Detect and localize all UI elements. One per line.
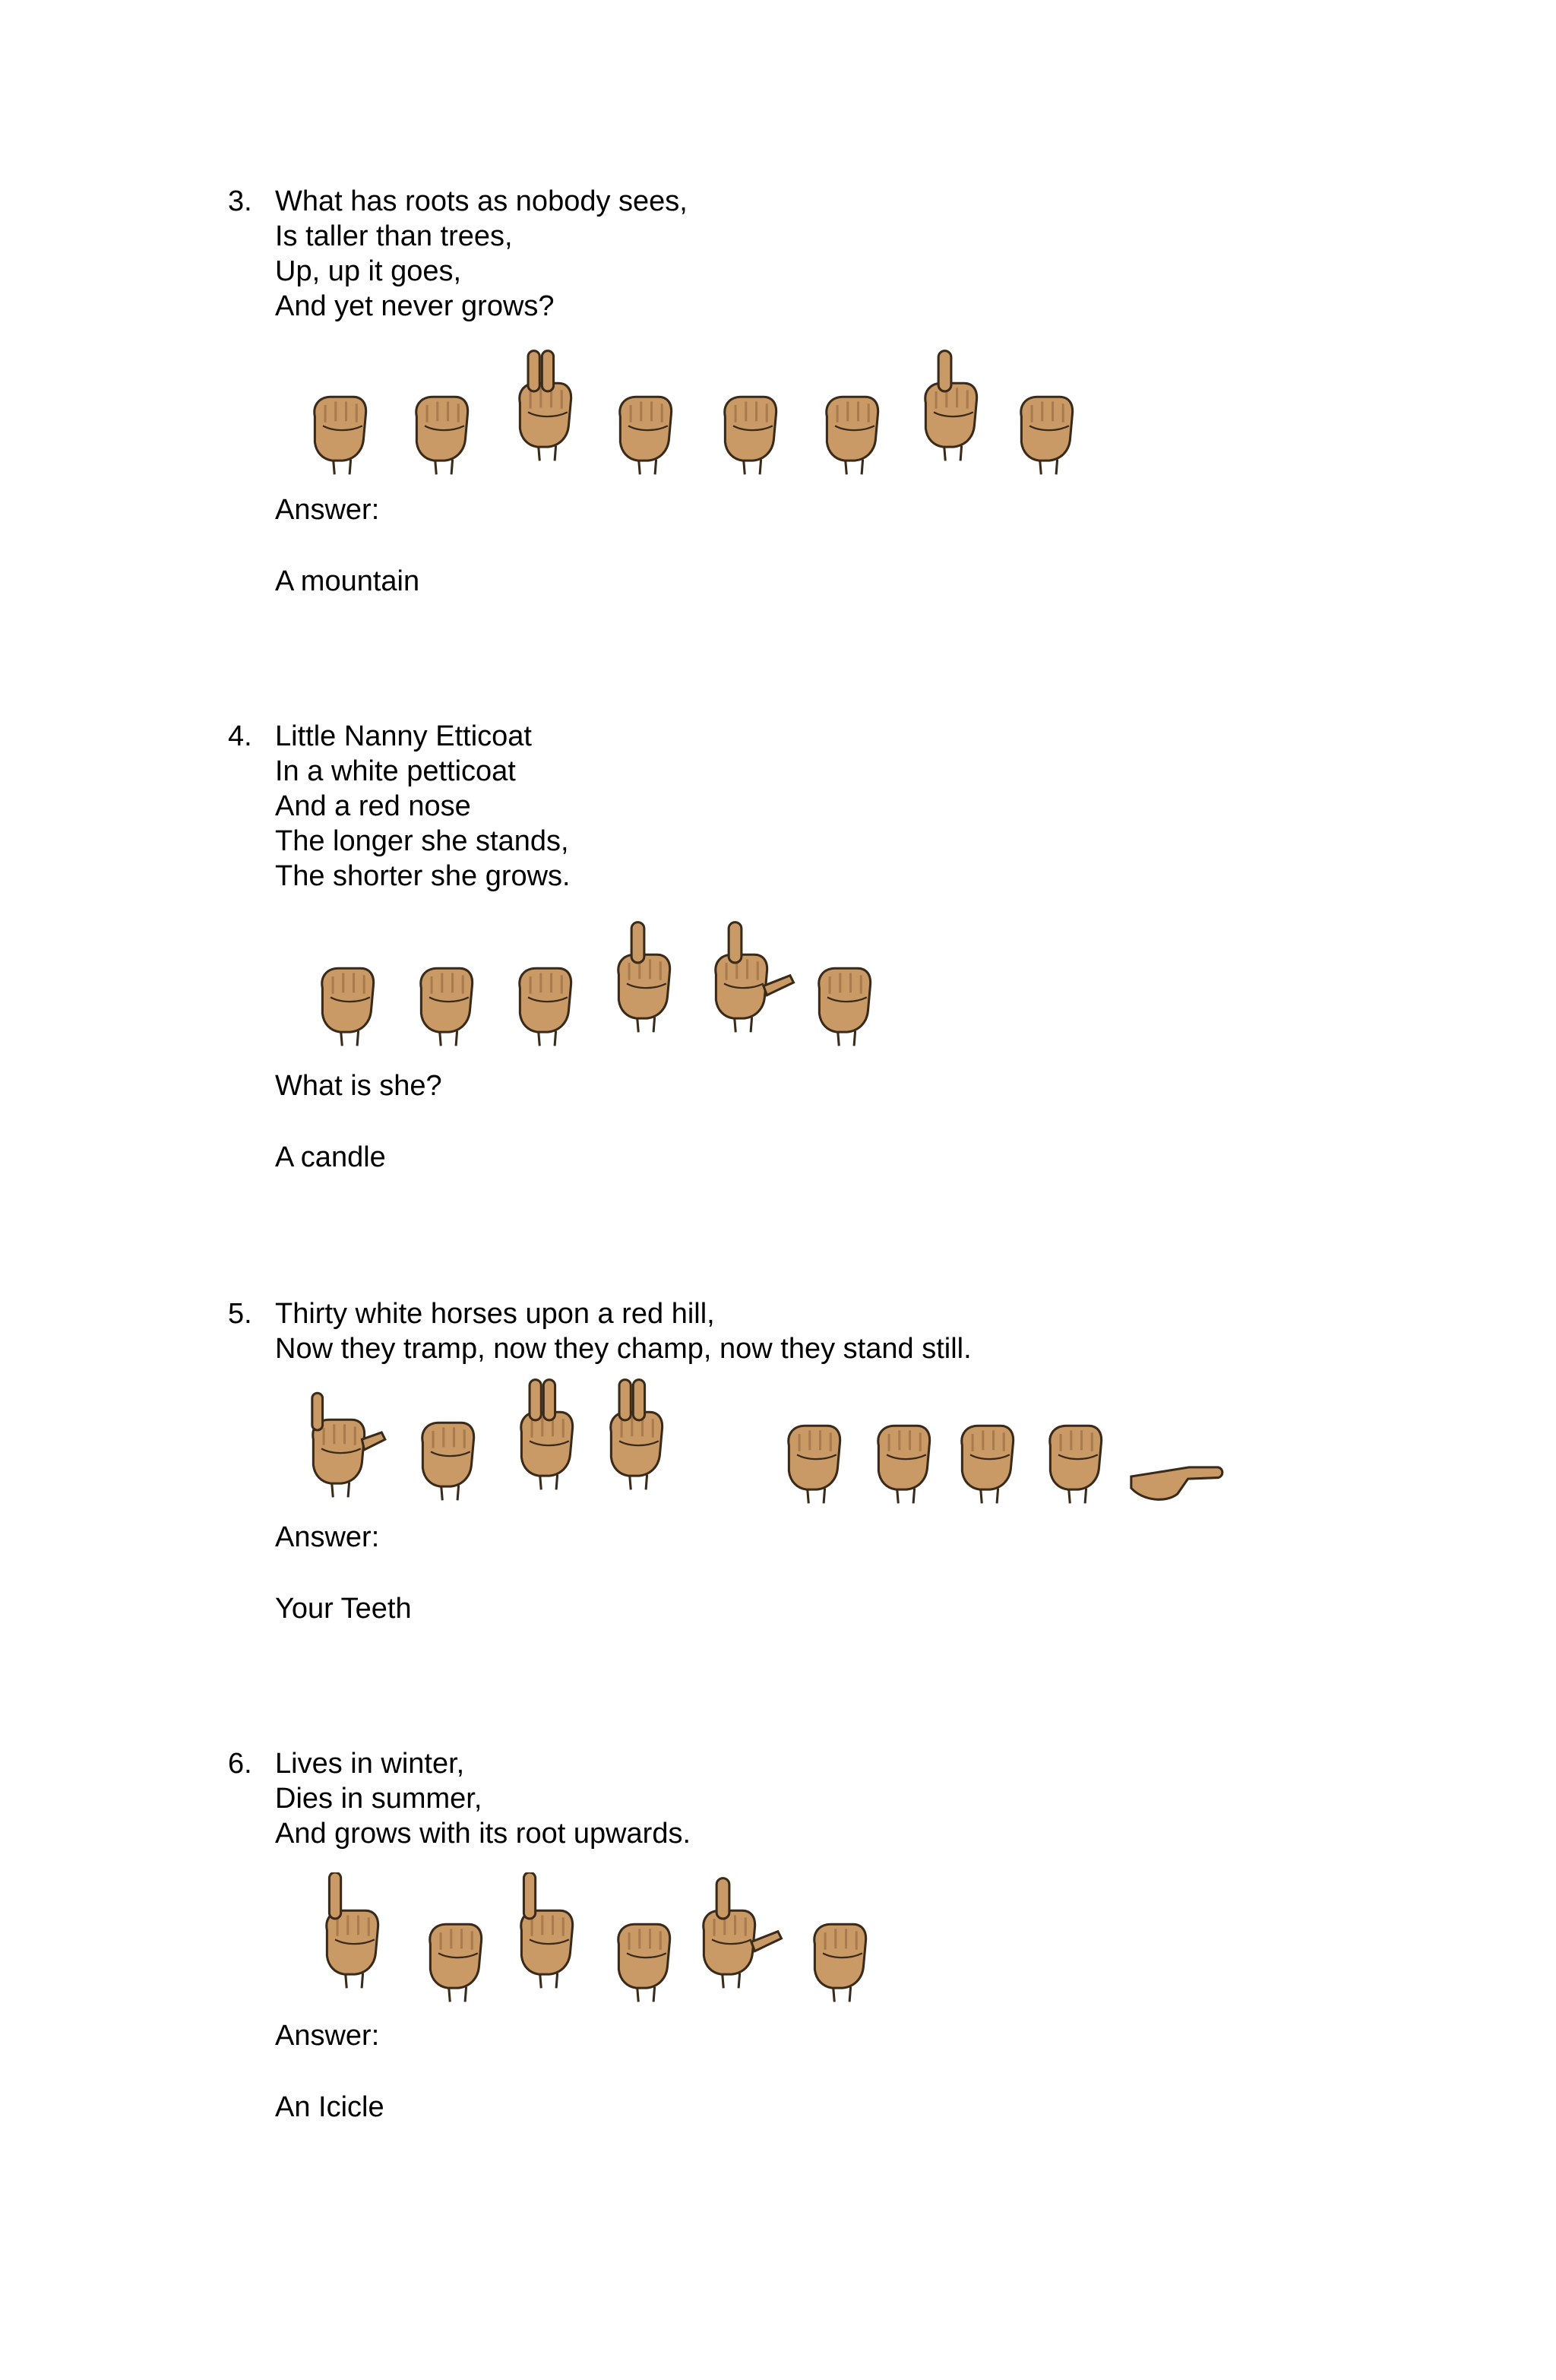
- answer-prompt: Answer:: [275, 2020, 380, 2052]
- fingerspelling-row: [275, 916, 1415, 1053]
- riddle-number: 6.: [228, 1748, 252, 1780]
- riddle-number: 5.: [228, 1298, 252, 1330]
- l-handshape-icon: [685, 1872, 807, 1994]
- answer-text: A mountain: [275, 565, 420, 597]
- riddle-line: Now they tramp, now they champ, now they stand still.: [275, 1333, 972, 1365]
- riddle-line: And a red nose: [275, 790, 471, 822]
- e-handshape-icon: [796, 1886, 918, 2008]
- h-handshape-icon: [1114, 1401, 1235, 1523]
- riddle-line: Is taller than trees,: [275, 220, 513, 252]
- riddle-body: [275, 719, 1415, 1175]
- answer-prompt: What is she?: [275, 1070, 442, 1102]
- n-handshape-icon: [1003, 359, 1124, 480]
- riddle-line: Up, up it goes,: [275, 255, 462, 287]
- riddle-line: And grows with its root upwards.: [275, 1818, 691, 1850]
- answer-text: A candle: [275, 1141, 386, 1173]
- y-handshape-icon: [295, 1381, 416, 1503]
- riddle-line: Little Nanny Etticoat: [275, 720, 532, 752]
- riddle-line: In a white petticoat: [275, 755, 516, 787]
- fingerspelling-row: [275, 1872, 1415, 2009]
- riddle-body: [275, 184, 1415, 599]
- riddle-number: 4.: [228, 720, 252, 752]
- riddle-line: Thirty white horses upon a red hill,: [275, 1298, 715, 1330]
- riddle-number: 3.: [228, 185, 252, 217]
- answer-text: Your Teeth: [275, 1593, 412, 1625]
- riddle-line: Lives in winter,: [275, 1748, 465, 1780]
- fingerspelling-row: [275, 345, 1415, 482]
- riddle-line: The shorter she grows.: [275, 860, 571, 892]
- riddle-line: The longer she stands,: [275, 825, 569, 857]
- answer-text: An Icicle: [275, 2091, 384, 2123]
- r-handshape-icon: [593, 1374, 714, 1495]
- riddle-line: Dies in summer,: [275, 1783, 482, 1815]
- riddle-body: [275, 1746, 1415, 2125]
- answer-prompt: Answer:: [275, 494, 380, 526]
- riddle-line: And yet never grows?: [275, 290, 555, 322]
- riddle-line: What has roots as nobody sees,: [275, 185, 688, 217]
- fingerspelling-row: [275, 1374, 1415, 1511]
- e-handshape-icon: [801, 930, 922, 1052]
- answer-prompt: Answer:: [275, 1521, 380, 1553]
- n-handshape-icon: [602, 359, 723, 480]
- riddle-body: [275, 1296, 1415, 1626]
